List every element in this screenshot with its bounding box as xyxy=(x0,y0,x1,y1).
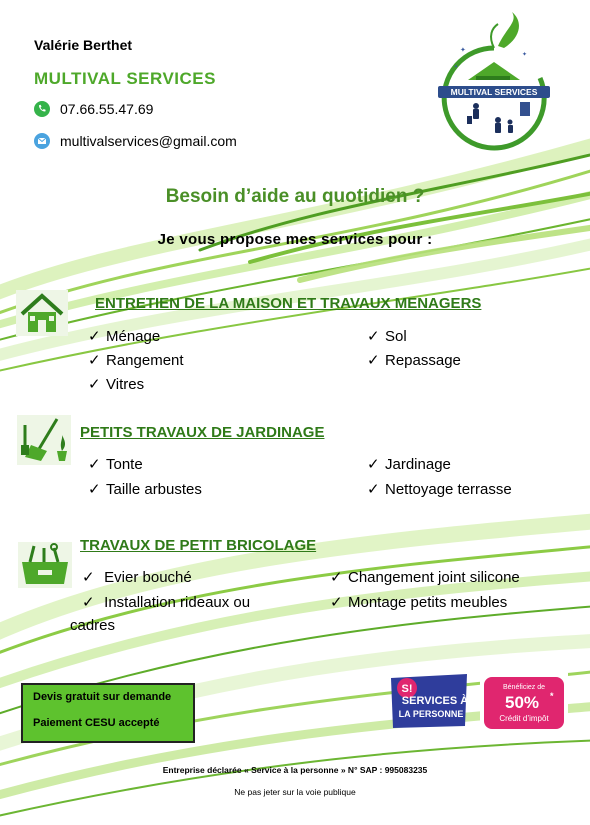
free-quote-note: Devis gratuit sur demande xyxy=(33,691,172,703)
svg-text:✦: ✦ xyxy=(454,64,459,70)
garden-tools-icon xyxy=(17,415,71,465)
email-row xyxy=(34,133,237,149)
service-item: ✓ Vitres xyxy=(88,376,145,393)
owner-name: Valérie Berthet xyxy=(34,37,133,53)
service-item: ✓ Ménage xyxy=(88,328,161,345)
sap-declaration: Entreprise déclarée « Service à la personne » N° SAP : 995083235 xyxy=(162,765,428,775)
service-item-continued: cadres xyxy=(70,617,116,634)
intro-text: Je vous propose mes services pour : xyxy=(157,231,433,248)
svg-text:Bénéficiez de: Bénéficiez de xyxy=(502,684,546,691)
svg-text:LA PERSONNE: LA PERSONNE xyxy=(398,709,464,719)
info-box xyxy=(21,683,195,743)
service-item: ✓ Repassage xyxy=(367,352,461,369)
house-icon xyxy=(16,290,68,336)
company-name: MULTIVAL SERVICES xyxy=(34,69,216,88)
service-item: ✓ Jardinage xyxy=(367,456,451,473)
headline: Besoin d’aide au quotidien ? xyxy=(165,186,425,207)
cesu-note: Paiement CESU accepté xyxy=(33,717,160,729)
email-icon xyxy=(34,133,50,149)
service-item: ✓ Nettoyage terrasse xyxy=(367,481,512,498)
svg-text:SERVICES À: SERVICES À xyxy=(401,695,469,707)
section-title-entretien: ENTRETIEN DE LA MAISON ET TRAVAUX MENAGERS xyxy=(95,295,482,312)
section-title-bricolage: TRAVAUX DE PETIT BRICOLAGE xyxy=(80,537,317,554)
company-logo xyxy=(438,10,550,158)
toolbox-icon xyxy=(18,542,72,588)
phone-icon xyxy=(34,101,50,117)
svg-text:S!: S! xyxy=(401,683,413,695)
svg-text:*: * xyxy=(550,691,554,701)
section-title-jardinage: PETITS TRAVAUX DE JARDINAGE xyxy=(80,424,325,441)
phone-number[interactable]: 07.66.55.47.69 xyxy=(60,101,154,117)
email-address[interactable]: multivalservices@gmail.com xyxy=(60,133,237,149)
disposal-note: Ne pas jeter sur la voie publique xyxy=(234,787,356,797)
phone-row xyxy=(34,101,153,117)
services-a-la-personne-badge xyxy=(387,672,471,730)
svg-text:Crédit d’impôt: Crédit d’impôt xyxy=(499,714,549,723)
svg-text:✦: ✦ xyxy=(522,52,528,58)
service-item: ✓ Evier bouché xyxy=(82,569,192,586)
svg-text:50%: 50% xyxy=(504,693,540,712)
service-item: ✓ Changement joint silicone xyxy=(330,569,520,586)
service-item: ✓ Rangement xyxy=(88,352,184,369)
tax-credit-badge xyxy=(480,673,568,733)
logo-text: MULTIVAL SERVICES xyxy=(450,87,538,97)
service-item: ✓ Taille arbustes xyxy=(88,481,202,498)
service-item: ✓ Montage petits meubles xyxy=(330,594,508,611)
svg-text:✦: ✦ xyxy=(460,47,466,54)
service-item: ✓ Installation rideaux ou xyxy=(82,594,251,611)
service-item: ✓ Sol xyxy=(367,328,407,345)
service-item: ✓ Tonte xyxy=(88,456,143,473)
